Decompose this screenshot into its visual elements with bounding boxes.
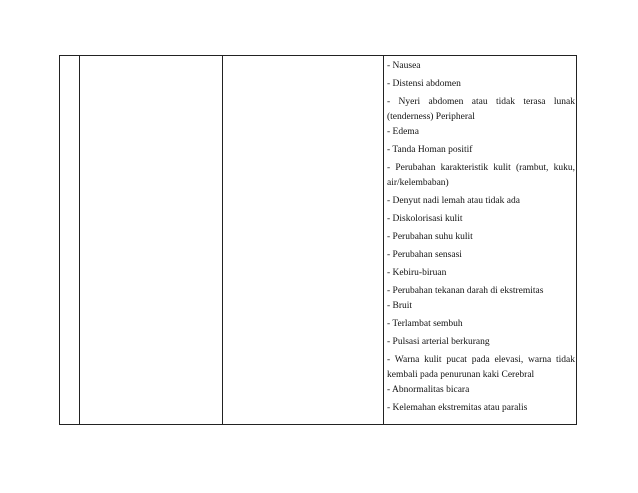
- data-table: [59, 55, 577, 425]
- list-item: - Distensi abdomen: [387, 79, 461, 89]
- list-item: - Warna kulit pucat pada elevasi, warna tidak kembali pada penurunan kaki Cerebral: [387, 355, 575, 380]
- list-item: - Bruit: [387, 301, 413, 311]
- list-item: - Pulsasi arterial berkurang: [387, 337, 490, 347]
- list-item: - Tanda Homan positif: [387, 145, 473, 155]
- column-divider: [222, 56, 223, 424]
- list-item: - Nyeri abdomen atau tidak terasa lunak (tenderness) Peripheral: [387, 97, 575, 122]
- list-item: - Perubahan karakteristik kulit (rambut, kuku, air/kelembaban): [387, 163, 575, 188]
- list-item: - Perubahan sensasi: [387, 250, 462, 260]
- list-item: - Kelemahan ekstremitas atau paralis: [387, 403, 528, 413]
- symptom-list: [387, 59, 575, 416]
- list-item: - Edema: [387, 127, 419, 137]
- list-item: - Nausea: [387, 61, 421, 71]
- column-divider: [383, 56, 384, 424]
- list-item: - Kebiru-biruan: [387, 268, 447, 278]
- list-item: - Abnormalitas bicara: [387, 385, 470, 395]
- column-divider: [79, 56, 80, 424]
- list-item: - Diskolorisasi kulit: [387, 214, 463, 224]
- list-item: - Terlambat sembuh: [387, 319, 463, 329]
- list-item: - Denyut nadi lemah atau tidak ada: [387, 196, 520, 206]
- list-item: - Perubahan suhu kulit: [387, 232, 473, 242]
- list-item: - Perubahan tekanan darah di ekstremitas: [387, 286, 544, 296]
